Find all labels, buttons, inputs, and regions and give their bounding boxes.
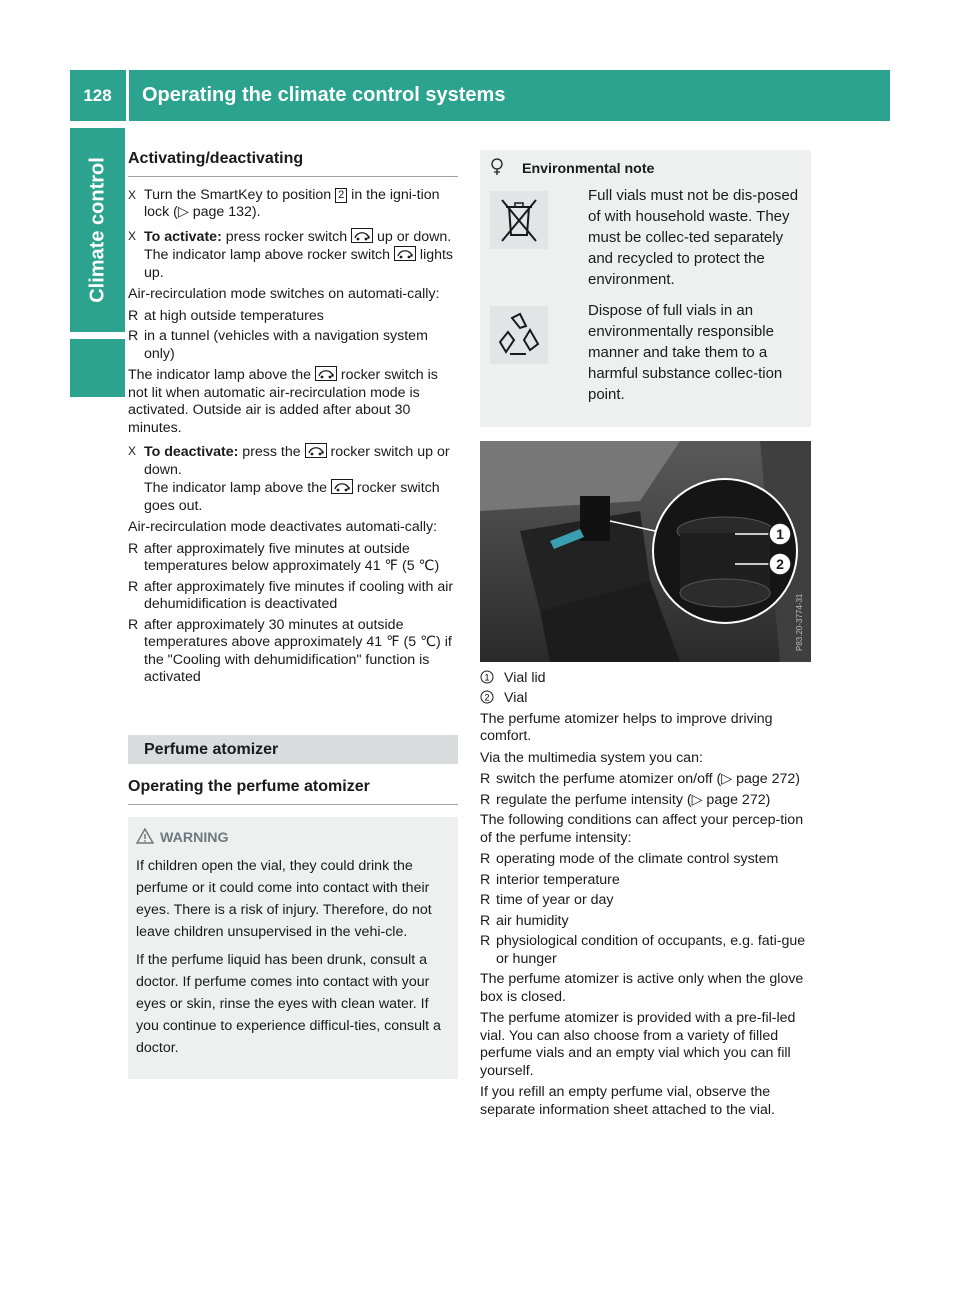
legend-text: Vial (504, 690, 528, 706)
bullet-marker: R (480, 912, 491, 929)
legend-item (480, 690, 811, 708)
step-text: rocker switch up or down. (144, 444, 450, 478)
paragraph: The perfume atomizer is active only when the glove box is closed. (480, 971, 804, 1005)
paragraph: The following conditions can affect your percep-tion of the perfume intensity: (480, 812, 804, 846)
callout-2-icon (480, 690, 494, 704)
list-item (480, 933, 811, 968)
list-item (480, 913, 811, 931)
step-label: To deactivate: (144, 444, 239, 460)
callout-1-icon (480, 670, 494, 684)
paragraph: If you refill an empty perfume vial, observe the separate information sheet attached to the vial. (480, 1084, 775, 1118)
bullet-marker: R (128, 616, 139, 633)
section-heading: Activating/deactivating (128, 150, 458, 177)
env-icon-wrap (490, 185, 548, 290)
callout-2: 2 (776, 555, 784, 572)
key-position: 2 (335, 188, 347, 203)
step-text: lights up. (144, 247, 454, 281)
step-marker: X (128, 187, 137, 202)
step-text: rocker switch goes out. (144, 480, 440, 514)
paragraph: Air-recirculation mode switches on automati-cally: (128, 286, 440, 302)
list-item (480, 792, 811, 810)
crossed-out-bin-icon (490, 191, 548, 249)
warning-text: If the perfume liquid has been drunk, consult a doctor. If perfume comes into contact with your eyes or skin, rinse the eyes with clean water. If you continue to experience difficul-ties, consult a doctor. (136, 951, 441, 1056)
page-number: 128 (83, 86, 112, 105)
step-item (128, 443, 458, 515)
warning-header (136, 827, 450, 849)
bullet-marker: R (128, 578, 139, 595)
paragraph: Via the multimedia system you can: (480, 749, 703, 766)
environmental-note-text: Dispose of full vials in an environmentally responsible manner and take them to a harmful substance collec-tion point. (588, 301, 783, 403)
environmental-note-text: Full vials must not be dis-posed of with household waste. They must be collec-ted separately and recycled to protect the environment. (588, 186, 799, 288)
step-marker: X (128, 228, 137, 243)
list-item-text: time of year or day (496, 892, 614, 908)
section-box-title: Perfume atomizer (128, 735, 458, 765)
list-item (128, 579, 458, 614)
list-item-text: in a tunnel (vehicles with a navigation system only) (144, 328, 428, 362)
step-label: To activate: (144, 228, 222, 245)
list-item (128, 308, 458, 326)
photo-code: P83.20-3774-31 (795, 593, 804, 651)
paragraph: Air-recirculation mode deactivates automati-cally: (128, 519, 438, 535)
recirculation-switch-icon (394, 246, 416, 261)
list-item-text: at high outside temperatures (144, 307, 324, 324)
step-text: press the (238, 444, 305, 460)
warning-triangle-icon (136, 828, 154, 844)
chapter-title: Operating the climate control systems (142, 84, 506, 106)
step-item (128, 228, 458, 283)
warning-title: WARNING (160, 829, 229, 846)
warning-box (128, 817, 458, 1079)
step-text: in the igni-tion lock (▷ page 132). (144, 186, 440, 220)
env-icon-wrap (490, 300, 548, 405)
glove-box-photo (480, 441, 811, 662)
paragraph (128, 366, 458, 437)
paragraph: The perfume atomizer is provided with a pre-fil-led vial. You can also choose from a variety of filled perfume vials and an empty vial which you can fill yourself. (480, 1010, 796, 1079)
list-item (128, 617, 458, 687)
list-item (480, 851, 811, 869)
list-item-text: physiological condition of occupants, e.g. fati-gue or hunger (496, 933, 806, 967)
glove-box-illustration (480, 441, 811, 662)
list-item-text: after approximately 30 minutes at outside temperatures above approximately 41 ℉ (5 ℃) if the "Cooling with dehumidification" function is activated (144, 616, 452, 685)
callout-1: 1 (776, 525, 784, 542)
environmental-note-title: Environmental note (522, 161, 655, 177)
header-bar (70, 70, 890, 121)
right-column (480, 150, 811, 1123)
list-item (128, 541, 458, 576)
paragraph: The perfume atomizer helps to improve driving comfort. (480, 710, 773, 744)
bullet-marker: R (128, 328, 139, 344)
list-item-text: interior temperature (496, 871, 620, 888)
bullet-marker: R (480, 851, 491, 867)
header-divider (126, 70, 129, 121)
sub-heading: Operating the perfume atomizer (128, 778, 458, 805)
recycle-icon (490, 306, 548, 364)
side-tab (70, 128, 125, 332)
callout-1-label: 1 (484, 672, 490, 682)
step-text: press rocker switch (221, 228, 352, 245)
paragraph-text: rocker switch is not lit when automatic air-recirculation mode is activated. Outside air is added after about 30 minutes. (128, 367, 438, 436)
bullet-marker: R (480, 933, 491, 949)
left-column (128, 150, 458, 1079)
recirculation-switch-icon (331, 479, 353, 494)
list-item-text: regulate the perfume intensity (▷ page 272) (496, 791, 771, 808)
step-item (128, 187, 458, 222)
list-item-text: operating mode of the climate control system (496, 851, 779, 867)
step-text: up or down. (373, 228, 452, 245)
list-item (128, 328, 458, 363)
environmental-note-row (490, 300, 801, 405)
recirculation-switch-icon (305, 443, 327, 458)
warning-text: If children open the vial, they could drink the perfume or it could come into contact with their eyes. There is a risk of injury. Therefore, do not leave children unsupervised in the vehi-cle. (136, 857, 432, 940)
list-item-text: air humidity (496, 912, 569, 929)
legend-item (480, 670, 811, 688)
environmental-note-box (480, 150, 811, 427)
step-text: The indicator lamp above rocker switch (144, 247, 394, 263)
bullet-marker: R (480, 871, 491, 888)
bullet-marker: R (480, 771, 491, 787)
environmental-note-row (490, 185, 801, 290)
list-item (480, 892, 811, 910)
paragraph-text: The indicator lamp above the (128, 367, 315, 383)
environmental-note-header (490, 158, 801, 179)
list-item-text: after approximately five minutes if cooling with air dehumidification is deactivated (144, 578, 454, 612)
photo-legend (480, 670, 811, 708)
lightbulb-icon (490, 158, 504, 176)
list-item (480, 771, 811, 789)
list-item-text: switch the perfume atomizer on/off (▷ page 272) (496, 771, 801, 787)
step-text: Turn the SmartKey to position (144, 186, 336, 203)
recirculation-switch-icon (351, 228, 373, 243)
side-square (70, 339, 125, 397)
list-item-text: after approximately five minutes at outside temperatures below approximately 41 ℉ (5 ℃) (144, 540, 440, 574)
step-text: The indicator lamp above the (144, 480, 331, 496)
bullet-marker: R (128, 307, 139, 324)
bullet-marker: R (480, 892, 491, 908)
bullet-marker: R (128, 540, 139, 557)
side-tab-label: Climate control (86, 157, 109, 303)
recirculation-switch-icon (315, 366, 337, 381)
callout-2-label: 2 (484, 692, 490, 703)
bullet-marker: R (480, 791, 491, 808)
step-marker: X (128, 444, 137, 458)
list-item (480, 872, 811, 890)
legend-text: Vial lid (504, 669, 546, 686)
